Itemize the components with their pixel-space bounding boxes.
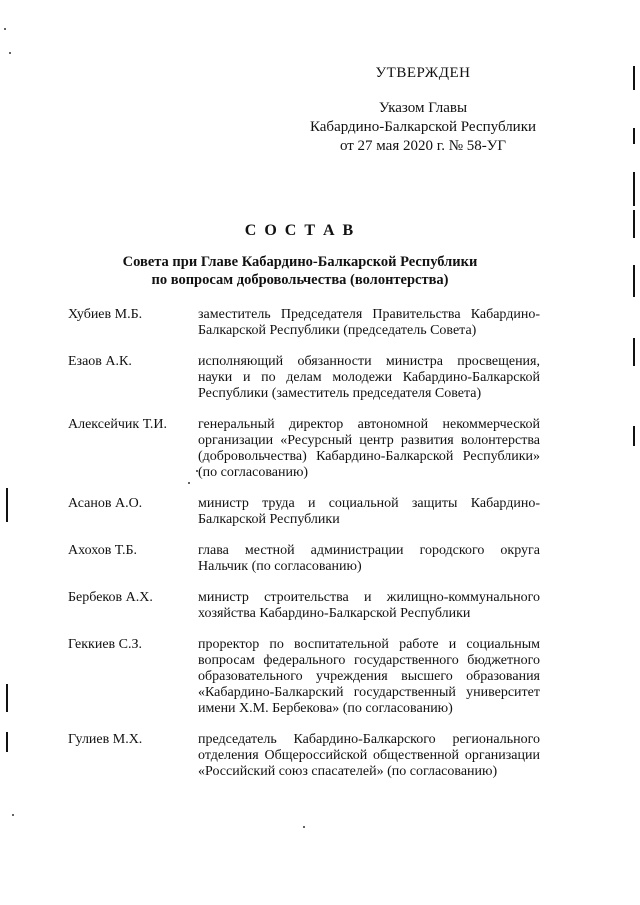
member-name: Езаов А.К. <box>68 354 132 369</box>
scan-mark <box>633 172 635 206</box>
document-subtitle-line2: по вопросам добровольчества (волонтерства) <box>151 272 449 288</box>
member-role: председатель Кабардино-Балкарского регионального отделения Общероссийской общественной организации «Российский союз спасателей» (по согласованию) <box>198 732 540 779</box>
member-name: Бербеков А.Х. <box>68 590 153 605</box>
member-row <box>68 590 540 622</box>
member-row <box>68 543 540 575</box>
scan-speck <box>196 470 198 472</box>
member-role: генеральный директор автономной некоммерческой организации «Ресурсный центр развития волонтерства (добровольчества) Кабардино-Балкарской Республики» (по согласованию) <box>198 417 540 480</box>
scan-speck <box>12 814 14 816</box>
member-role: исполняющий обязанности министра просвещения, науки и по делам молодежи Кабардино-Балкарской Республики (заместитель председателя Совета) <box>198 354 540 401</box>
scan-mark <box>633 426 635 446</box>
member-role: заместитель Председателя Правительства Кабардино-Балкарской Республики (председатель Совета) <box>198 307 540 338</box>
member-role: министр строительства и жилищно-коммунального хозяйства Кабардино-Балкарской Республики <box>198 590 540 621</box>
scan-speck <box>188 482 190 484</box>
document-heading <box>60 221 540 289</box>
member-name: Геккиев С.З. <box>68 637 143 652</box>
scan-speck <box>4 28 6 30</box>
scan-mark <box>6 488 8 522</box>
member-list <box>68 307 540 795</box>
member-row <box>68 637 540 717</box>
approval-block <box>300 64 546 156</box>
scan-speck <box>9 52 11 54</box>
scan-mark <box>6 684 8 712</box>
member-name: Алексейчик Т.И. <box>68 417 167 432</box>
scan-speck <box>303 826 305 828</box>
scan-mark <box>633 66 635 90</box>
member-row <box>68 354 540 402</box>
scan-mark <box>633 265 635 297</box>
member-row <box>68 732 540 780</box>
member-name: Хубиев М.Б. <box>68 307 143 322</box>
member-row <box>68 307 540 339</box>
scan-mark <box>633 128 635 144</box>
scan-mark <box>633 210 635 238</box>
member-role: министр труда и социальной защиты Кабардино-Балкарской Республики <box>198 496 540 527</box>
member-row <box>68 496 540 528</box>
approval-republic: Кабардино-Балкарской Республики <box>309 119 537 135</box>
member-name: Асанов А.О. <box>68 496 143 511</box>
scan-mark <box>6 732 8 752</box>
scan-mark <box>633 338 635 366</box>
document-title: С О С Т А В <box>244 222 356 239</box>
member-role: глава местной администрации городского округа Нальчик (по согласованию) <box>198 543 540 574</box>
approval-date: от 27 мая 2020 г. № 58-УГ <box>339 138 507 154</box>
member-name: Ахохов Т.Б. <box>68 543 137 558</box>
member-row <box>68 417 540 481</box>
member-role: проректор по воспитательной работе и социальным вопросам федерального государственного бюджетного образовательного учреждения высшего образования «Кабардино-Балкарский государственный университет имени Х.М. Бербекова» (по согласованию) <box>198 637 540 716</box>
member-name: Гулиев М.Х. <box>68 732 143 747</box>
document-subtitle-line1: Совета при Главе Кабардино-Балкарской Республики <box>122 254 478 270</box>
approval-decree: Указом Главы <box>378 100 468 116</box>
approval-title: УТВЕРЖДЕН <box>375 65 471 81</box>
